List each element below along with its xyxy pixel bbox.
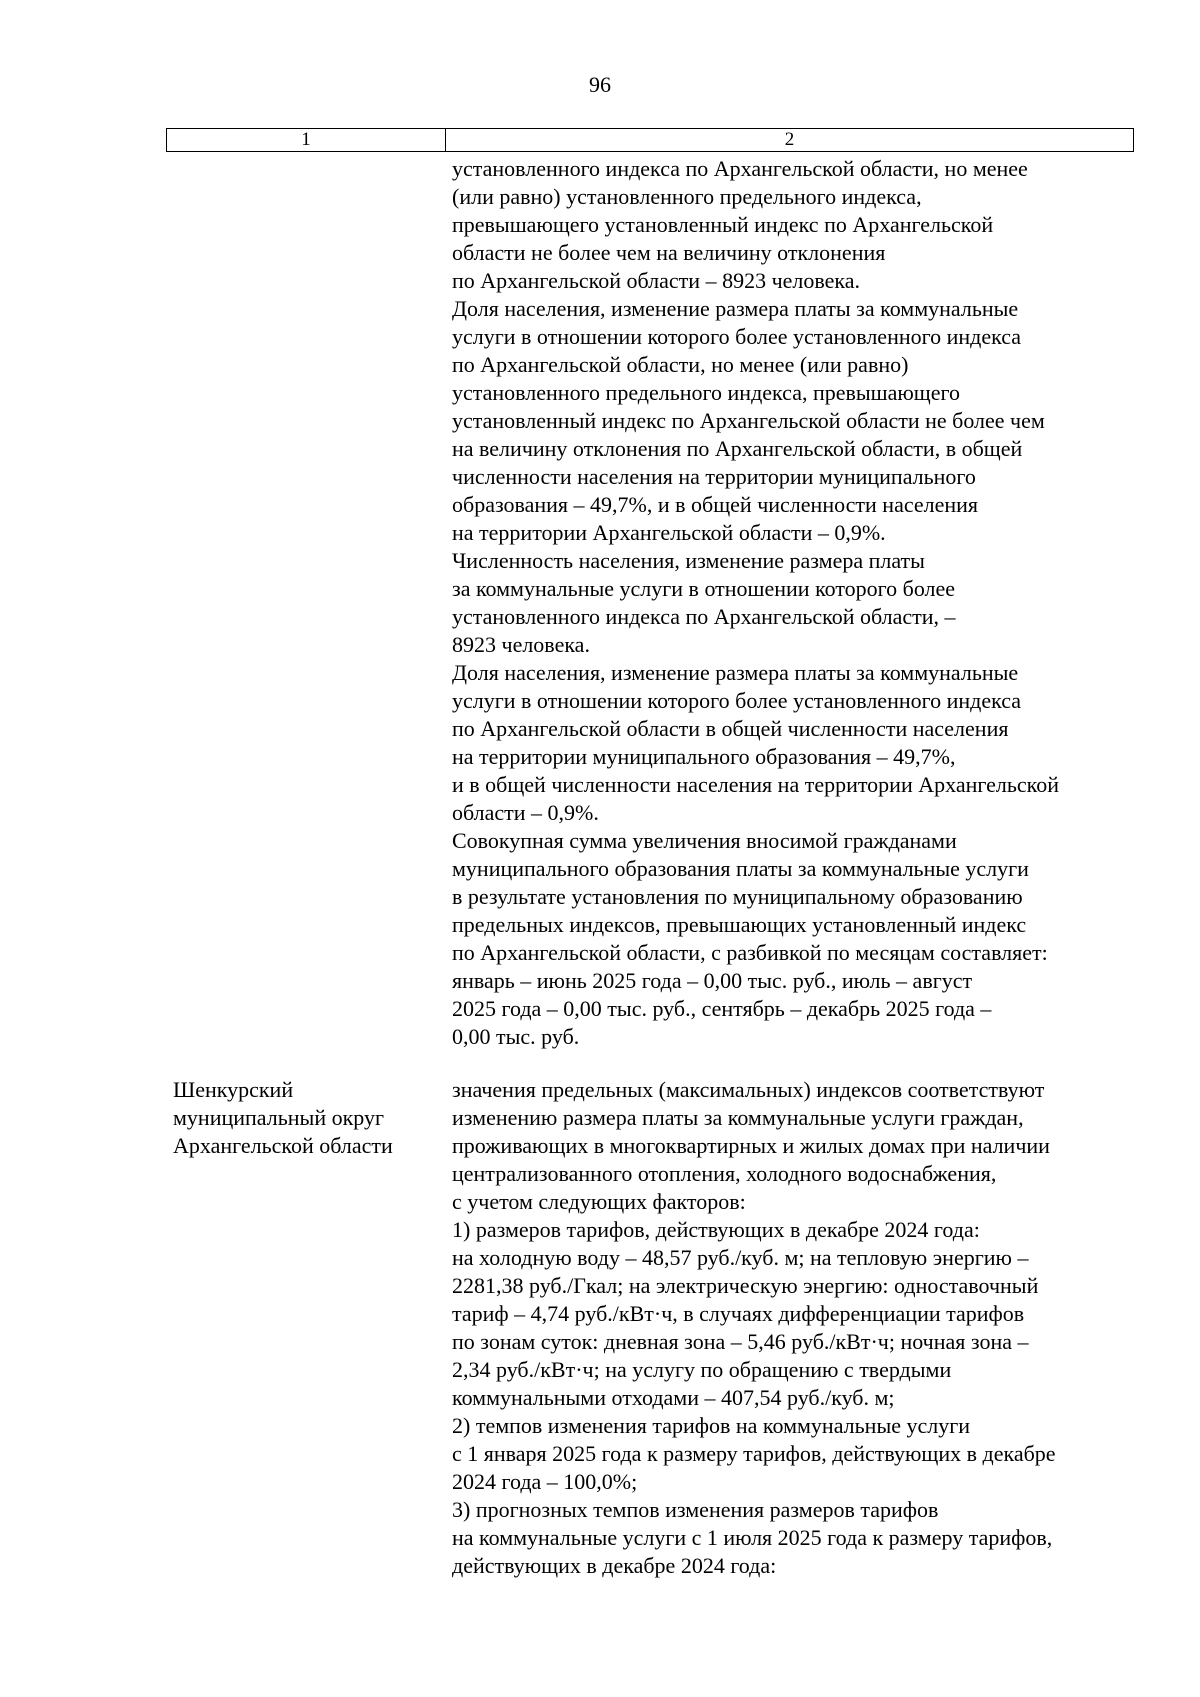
text-line: Доля населения, изменение размера платы за коммунальные: [452, 660, 1019, 685]
text-line: установленного предельного индекса, превышающего: [452, 380, 960, 405]
text-line: 0,00 тыс. руб.: [452, 1024, 580, 1049]
municipality-name-line: муниципальный округ: [173, 1105, 385, 1130]
text-line: 2,34 руб./кВт·ч; на услугу по обращению с твердыми: [452, 1357, 952, 1382]
text-line: Численность населения, изменение размера платы: [452, 548, 925, 573]
text-line: области – 0,9%.: [452, 800, 599, 825]
text-line: с учетом следующих факторов:: [452, 1189, 746, 1214]
text-line: по Архангельской области, но менее (или равно): [452, 352, 909, 377]
text-line: коммунальными отходами – 407,54 руб./куб. м;: [452, 1385, 895, 1410]
text-line: на величину отклонения по Архангельской области, в общей: [452, 436, 1023, 461]
text-line: изменению размера платы за коммунальные услуги граждан,: [452, 1105, 1024, 1130]
municipality-name-line: Шенкурский: [173, 1077, 294, 1102]
text-line: услуги в отношении которого более установленного индекса: [452, 688, 1022, 713]
text-line: Совокупная сумма увеличения вносимой гражданами: [452, 828, 957, 853]
text-line: по Архангельской области, с разбивкой по месяцам составляет:: [452, 940, 1048, 965]
text-line: превышающего установленный индекс по Архангельской: [452, 212, 994, 237]
text-line: по Архангельской области в общей численности населения: [452, 716, 1009, 741]
text-line: значения предельных (максимальных) индексов соответствуют: [452, 1077, 1045, 1102]
text-line: на коммунальные услуги с 1 июля 2025 года к размеру тарифов,: [452, 1525, 1053, 1550]
continued-indicator-text: [452, 155, 1059, 1051]
text-line: по Архангельской области – 8923 человека.: [452, 268, 861, 293]
municipality-name: [173, 1076, 393, 1160]
text-line: и в общей численности населения на территории Архангельской: [452, 772, 1059, 797]
text-line: области не более чем на величину отклонения: [452, 240, 886, 265]
text-line: на территории муниципального образования – 49,7%,: [452, 744, 956, 769]
text-line: за коммунальные услуги в отношении которого более: [452, 576, 956, 601]
table-header-row: [166, 128, 1134, 152]
text-line: 2281,38 руб./Гкал; на электрическую энергию: одноставочный: [452, 1273, 1039, 1298]
text-line: услуги в отношении которого более установленного индекса: [452, 324, 1022, 349]
text-line: 8923 человека.: [452, 632, 590, 657]
municipality-indicator-text: [452, 1076, 1056, 1580]
table-header-col-2: 2: [784, 129, 795, 150]
text-line: установленного индекса по Архангельской области, но менее: [452, 156, 1028, 181]
text-line: 2) темпов изменения тарифов на коммунальные услуги: [452, 1413, 971, 1438]
text-line: 3) прогнозных темпов изменения размеров тарифов: [452, 1497, 939, 1522]
text-line: муниципального образования платы за коммунальные услуги: [452, 856, 1029, 881]
text-line: Доля населения, изменение размера платы за коммунальные: [452, 296, 1019, 321]
text-line: (или равно) установленного предельного индекса,: [452, 184, 922, 209]
text-line: предельных индексов, превышающих установленный индекс: [452, 912, 1027, 937]
text-line: тариф – 4,74 руб./кВт·ч, в случаях дифференциации тарифов: [452, 1301, 1025, 1326]
text-line: январь – июнь 2025 года – 0,00 тыс. руб., июль – август: [452, 968, 973, 993]
text-line: действующих в декабре 2024 года:: [452, 1553, 777, 1578]
text-line: 1) размеров тарифов, действующих в декабре 2024 года:: [452, 1217, 980, 1242]
text-line: 2025 года – 0,00 тыс. руб., сентябрь – декабрь 2025 года –: [452, 996, 992, 1021]
text-line: установленного индекса по Архангельской области, –: [452, 604, 956, 629]
text-line: на холодную воду – 48,57 руб./куб. м; на тепловую энергию –: [452, 1245, 1029, 1270]
text-line: проживающих в многоквартирных и жилых домах при наличии: [452, 1133, 1050, 1158]
text-line: 2024 года – 100,0%;: [452, 1469, 638, 1494]
municipality-name-line: Архангельской области: [173, 1133, 393, 1158]
text-line: в результате установления по муниципальному образованию: [452, 884, 1023, 909]
text-line: численности населения на территории муниципального: [452, 464, 976, 489]
table-header-col-1: 1: [167, 129, 446, 151]
text-line: по зонам суток: дневная зона – 5,46 руб./кВт·ч; ночная зона –: [452, 1329, 1029, 1354]
text-line: установленный индекс по Архангельской области не более чем: [452, 408, 1045, 433]
text-line: с 1 января 2025 года к размеру тарифов, действующих в декабре: [452, 1441, 1056, 1466]
text-line: на территории Архангельской области – 0,9%.: [452, 520, 886, 545]
page-number: 96: [589, 72, 611, 97]
text-line: образования – 49,7%, и в общей численности населения: [452, 492, 979, 517]
text-line: централизованного отопления, холодного водоснабжения,: [452, 1161, 997, 1186]
